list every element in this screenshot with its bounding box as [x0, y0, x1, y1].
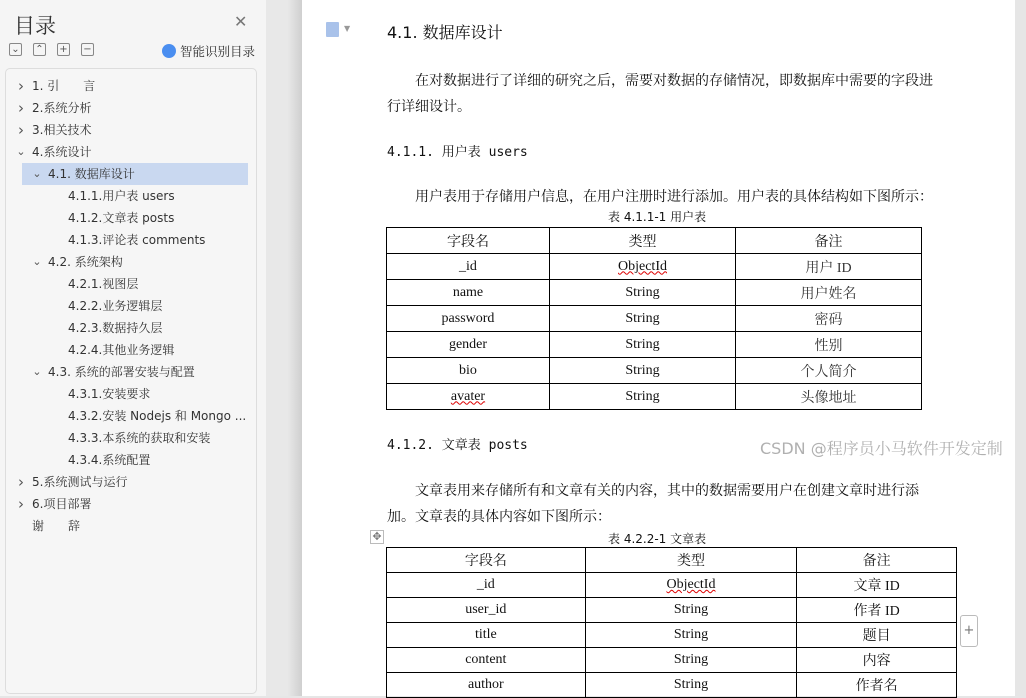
- table-cell: 类型: [676, 554, 705, 569]
- toc-item[interactable]: [6, 119, 248, 141]
- toc-item-label: 4.3. 系统的部署安装与配置: [48, 365, 195, 379]
- table-cell: 用户 ID: [805, 260, 852, 276]
- table-row: [387, 648, 957, 673]
- table-cell: 性别: [814, 338, 843, 354]
- table-row: [387, 623, 957, 648]
- chevron-down-icon[interactable]: ⌄: [32, 167, 42, 180]
- table-cell: 用户姓名: [800, 286, 857, 302]
- table-cell: _id: [476, 577, 495, 592]
- toc-item-label: 谢 辞: [32, 519, 81, 533]
- toc-item[interactable]: [6, 75, 248, 97]
- table-cell: 作者名: [855, 679, 898, 694]
- toc-item[interactable]: [6, 229, 248, 251]
- toc-item-label: 5.系统测试与运行: [32, 475, 128, 489]
- toc-item-label: 4.2. 系统架构: [48, 255, 123, 269]
- toc-item[interactable]: [6, 405, 248, 427]
- paragraph: 文章表用来存储所有和文章有关的内容，其中的数据需要用户在创建文章时进行添加。文章表的具体内容如下图所示：: [387, 483, 919, 525]
- document-icon[interactable]: [326, 22, 339, 37]
- toc-item[interactable]: [6, 207, 248, 229]
- toc-title: 目录: [14, 14, 56, 38]
- table-row: [387, 358, 922, 384]
- toc-item-label: 4.3.2.安装 Nodejs 和 Mongo ...: [68, 409, 247, 423]
- table-cell: ObjectId: [666, 577, 716, 592]
- table-cell: password: [441, 310, 495, 326]
- users-table: [386, 227, 922, 410]
- toc-item[interactable]: [6, 141, 248, 163]
- table-cell: String: [673, 602, 709, 617]
- toc-item-label: 2.系统分析: [32, 101, 92, 115]
- toc-item-label: 1. 引 言: [32, 79, 96, 93]
- gutter: [266, 0, 302, 696]
- table-cell: String: [625, 284, 660, 300]
- table-cell: 类型: [628, 234, 657, 250]
- smart-toc-button[interactable]: [162, 42, 255, 60]
- toc-item-label: 3.相关技术: [32, 123, 92, 137]
- chevron-right-icon[interactable]: ›: [18, 495, 24, 513]
- heading-4-1-1: 4.1.1. 用户表 users: [387, 145, 528, 160]
- table-row: [387, 254, 922, 280]
- table-cell: String: [625, 310, 660, 326]
- toc-item-label: 4.系统设计: [32, 145, 92, 159]
- table-cell: String: [625, 388, 660, 404]
- table-cell: 题目: [862, 629, 891, 644]
- toc-item[interactable]: [22, 163, 248, 185]
- table-cell: 文章 ID: [853, 579, 900, 594]
- chevron-right-icon[interactable]: ›: [18, 99, 24, 117]
- table-row: [387, 280, 922, 306]
- table-cell: author: [467, 677, 504, 692]
- toc-item-label: 4.3.1.安装要求: [68, 387, 151, 401]
- chevron-right-icon[interactable]: ›: [18, 473, 24, 491]
- table-cell: 个人简介: [800, 364, 857, 380]
- table-row: [387, 598, 957, 623]
- table-cell: ObjectId: [618, 258, 667, 274]
- heading-4-1-2: 4.1.2. 文章表 posts: [387, 438, 528, 453]
- toc-item-label: 4.1.3.评论表 comments: [68, 233, 206, 247]
- toc-item[interactable]: [6, 449, 248, 471]
- table-cell: 内容: [862, 654, 891, 669]
- document-page: [302, 0, 1015, 696]
- table-cell: gender: [448, 336, 488, 352]
- table-row: [387, 384, 922, 410]
- toc-item[interactable]: [6, 383, 248, 405]
- dropdown-arrow-icon[interactable]: ▼: [344, 24, 351, 33]
- toc-item-label: 4.1.2.文章表 posts: [68, 211, 175, 225]
- table-cell: _id: [459, 258, 477, 274]
- toc-item[interactable]: [22, 361, 248, 383]
- ai-icon: [162, 44, 176, 58]
- table-row: [387, 332, 922, 358]
- toc-item-label: 4.2.3.数据持久层: [68, 321, 163, 335]
- toc-item[interactable]: [6, 427, 248, 449]
- table-cell: String: [625, 336, 660, 352]
- toc-item[interactable]: [6, 317, 248, 339]
- toc-item-label: 4.2.4.其他业务逻辑: [68, 343, 175, 357]
- collapse-all-icon[interactable]: ⌃: [33, 43, 46, 56]
- posts-table: [386, 547, 957, 698]
- chevron-down-icon[interactable]: ⌄: [32, 255, 42, 268]
- chevron-down-icon[interactable]: ⌄: [32, 365, 42, 378]
- expand-all-icon[interactable]: ⌄: [9, 43, 22, 56]
- toc-item[interactable]: [6, 339, 248, 361]
- table-cell: String: [673, 677, 709, 692]
- table-cell: String: [673, 627, 709, 642]
- toc-item-label: 4.1. 数据库设计: [48, 167, 135, 181]
- toc-item[interactable]: [6, 97, 248, 119]
- toc-tree: [5, 68, 257, 694]
- table-cell: 备注: [814, 234, 843, 250]
- toc-item[interactable]: [22, 251, 248, 273]
- table-cell: title: [474, 627, 497, 642]
- table-cell: 备注: [862, 554, 891, 569]
- table-caption: 表 4.2.2-1 文章表: [608, 532, 707, 546]
- toc-item-label: 6.项目部署: [32, 497, 92, 511]
- table-row: [387, 673, 957, 698]
- table-row: [387, 228, 922, 254]
- chevron-right-icon[interactable]: ›: [18, 77, 24, 95]
- plus-icon[interactable]: +: [57, 43, 70, 56]
- table-row: [387, 548, 957, 573]
- table-cell: name: [452, 284, 484, 300]
- table-cell: 作者 ID: [853, 604, 900, 619]
- toc-item[interactable]: [6, 273, 248, 295]
- table-caption: 表 4.1.1-1 用户表: [608, 210, 707, 224]
- toc-item-label: 4.2.1.视图层: [68, 277, 139, 291]
- table-cell: 密码: [814, 312, 843, 328]
- table-cell: content: [465, 652, 507, 667]
- paragraph: 用户表用于存储用户信息，在用户注册时进行添加。用户表的具体结构如下图所示：: [415, 189, 933, 205]
- toc-item[interactable]: [6, 295, 248, 317]
- paragraph: 在对数据进行了详细的研究之后，需要对数据的存储情况，即数据库中需要的字段进行详细设计。: [387, 73, 933, 115]
- toc-item-label: 4.3.3.本系统的获取和安装: [68, 431, 211, 445]
- minus-icon[interactable]: −: [81, 43, 94, 56]
- toc-item-label: 4.3.4.系统配置: [68, 453, 151, 467]
- table-cell: String: [625, 362, 660, 378]
- table-cell: bio: [459, 362, 477, 378]
- toc-item-label: 4.1.1.用户表 users: [68, 189, 175, 203]
- watermark: CSDN @程序员小马软件开发定制: [760, 439, 1003, 458]
- heading-4-1: 4.1. 数据库设计: [387, 23, 503, 42]
- smart-toc-label: 智能识别目录: [180, 44, 256, 59]
- toc-item[interactable]: [6, 185, 248, 207]
- close-icon[interactable]: ✕: [234, 12, 248, 31]
- table-cell: 字段名: [447, 234, 489, 250]
- toc-item[interactable]: [6, 515, 248, 537]
- toc-item-label: 4.2.2.业务逻辑层: [68, 299, 163, 313]
- table-cell: String: [673, 652, 709, 667]
- chevron-down-icon[interactable]: ⌄: [16, 145, 26, 158]
- add-column-button[interactable]: +: [960, 615, 978, 647]
- table-cell: 头像地址: [800, 390, 857, 406]
- table-row: [387, 573, 957, 598]
- table-move-handle-icon[interactable]: ✥: [370, 530, 384, 544]
- toc-sidebar: [0, 0, 266, 696]
- table-cell: avater: [450, 388, 486, 404]
- table-row: [387, 306, 922, 332]
- toc-item[interactable]: [6, 493, 248, 515]
- table-cell: user_id: [465, 602, 507, 617]
- toc-item[interactable]: [6, 471, 248, 493]
- chevron-right-icon[interactable]: ›: [18, 121, 24, 139]
- table-cell: 字段名: [464, 554, 507, 569]
